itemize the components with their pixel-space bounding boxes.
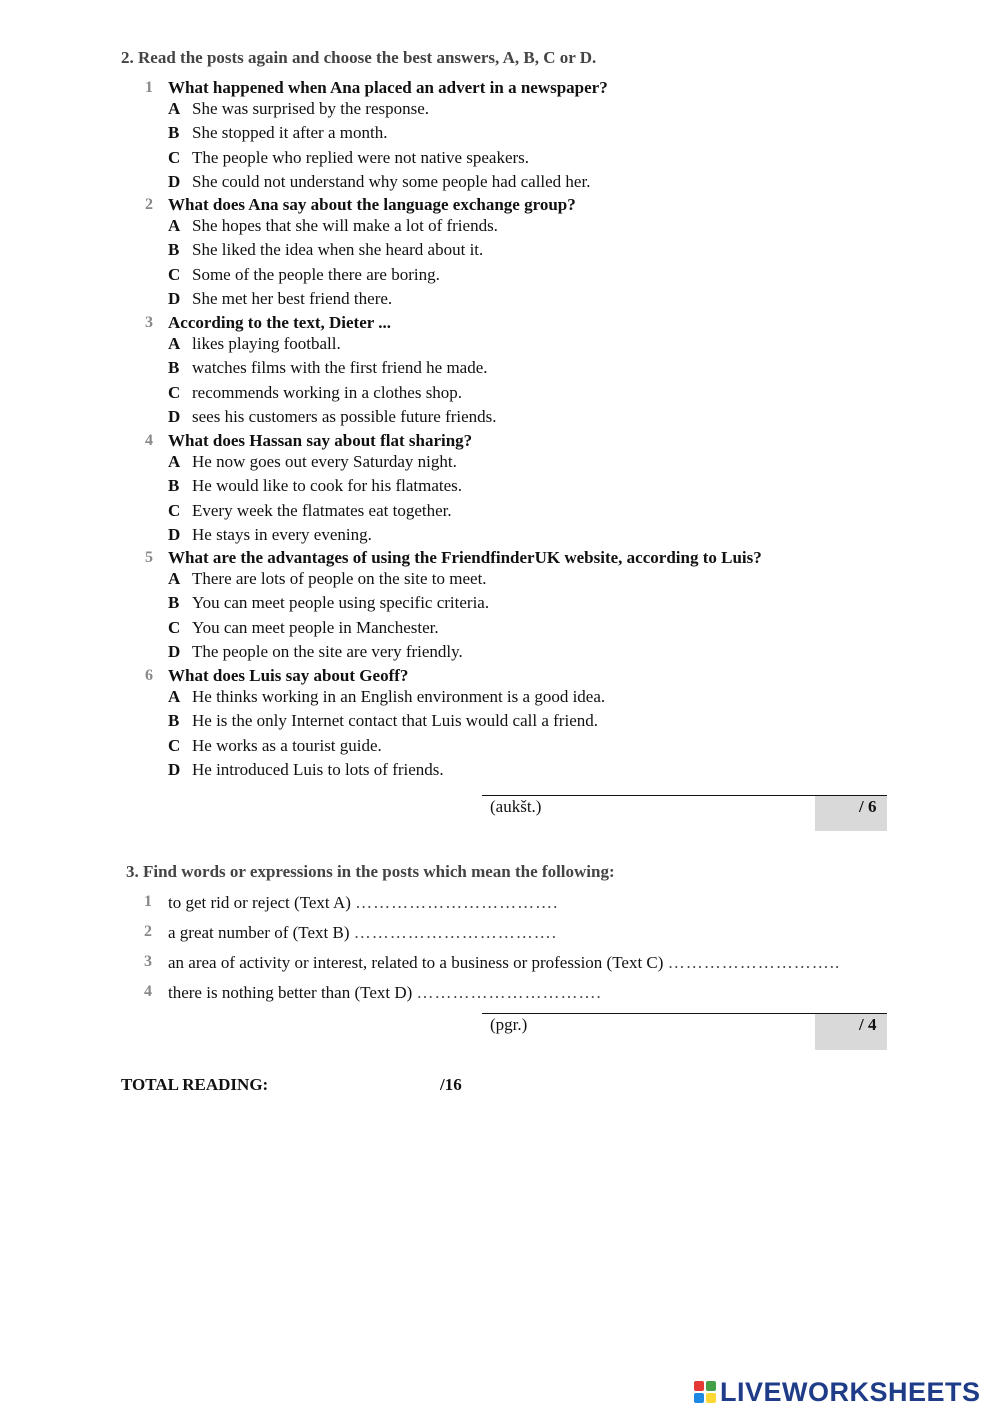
option-letter: D bbox=[168, 525, 181, 545]
answer-blank[interactable]: ……………………………. bbox=[353, 923, 557, 942]
score-label-section-3: (pgr.) bbox=[490, 1015, 528, 1034]
option-text: He would like to cook for his flatmates. bbox=[192, 476, 463, 496]
option-letter: C bbox=[168, 264, 181, 284]
answer-option-b[interactable] bbox=[168, 240, 483, 260]
option-letter: C bbox=[168, 382, 181, 402]
answer-option-d[interactable] bbox=[168, 289, 392, 309]
answer-option-d[interactable] bbox=[168, 760, 444, 780]
option-text: There are lots of people on the site to meet. bbox=[192, 569, 487, 588]
option-text: You can meet people in Manchester. bbox=[192, 617, 439, 637]
option-letter: B bbox=[168, 123, 180, 143]
question-text: What happened when Ana placed an advert in a newspaper? bbox=[168, 78, 608, 97]
option-letter: B bbox=[168, 476, 180, 496]
logo-square-red bbox=[694, 1381, 704, 1391]
definition-text: a great number of (Text B) bbox=[168, 923, 350, 942]
section-2-number: 2. bbox=[121, 48, 134, 67]
logo-square-green bbox=[706, 1381, 716, 1391]
option-letter: C bbox=[168, 500, 181, 520]
definition-text: to get rid or reject (Text A) bbox=[168, 893, 351, 912]
option-letter: A bbox=[168, 452, 181, 471]
option-letter: A bbox=[168, 334, 181, 353]
section-3-heading bbox=[126, 862, 615, 882]
option-text: sees his customers as possible future friends. bbox=[192, 407, 497, 427]
option-letter: D bbox=[168, 760, 181, 780]
answer-option-d[interactable] bbox=[168, 525, 372, 545]
option-text: Some of the people there are boring. bbox=[192, 264, 440, 284]
answer-option-b[interactable] bbox=[168, 123, 387, 143]
answer-option-b[interactable] bbox=[168, 711, 598, 731]
option-text: You can meet people using specific criteria. bbox=[192, 593, 490, 613]
option-letter: C bbox=[168, 735, 181, 755]
option-letter: A bbox=[168, 99, 181, 118]
answer-option-a[interactable] bbox=[168, 99, 429, 119]
option-letter: A bbox=[168, 569, 181, 588]
definition-item bbox=[144, 953, 841, 973]
answer-option-d[interactable] bbox=[168, 407, 497, 427]
answer-option-b[interactable] bbox=[168, 476, 462, 496]
option-letter: D bbox=[168, 407, 181, 427]
definition-number: 4 bbox=[144, 983, 152, 1000]
logo-text: LIVEWORKSHEETS bbox=[720, 1376, 981, 1407]
option-letter: C bbox=[168, 617, 181, 637]
definition-text: an area of activity or interest, related to a business or profession (Text C) bbox=[168, 953, 664, 972]
question-text: What does Ana say about the language exchange group? bbox=[168, 195, 576, 214]
option-text: likes playing football. bbox=[192, 334, 341, 353]
answer-blank[interactable]: …………………………. bbox=[416, 983, 602, 1002]
option-text: She met her best friend there. bbox=[192, 289, 393, 309]
answer-option-c[interactable] bbox=[168, 148, 529, 168]
option-text: He introduced Luis to lots of friends. bbox=[192, 760, 444, 780]
option-letter: B bbox=[168, 240, 180, 260]
answer-option-a[interactable] bbox=[168, 216, 498, 236]
option-text: He works as a tourist guide. bbox=[192, 735, 382, 755]
logo-square-blue bbox=[694, 1393, 704, 1403]
answer-option-d[interactable] bbox=[168, 172, 590, 192]
question-number: 1 bbox=[145, 79, 153, 96]
liveworksheets-logo bbox=[694, 1374, 981, 1410]
question-text: What does Luis say about Geoff? bbox=[168, 666, 409, 685]
option-letter: D bbox=[168, 172, 181, 192]
option-text: He now goes out every Saturday night. bbox=[192, 452, 457, 471]
score-label-section-2: (aukšt.) bbox=[490, 797, 542, 816]
option-letter: A bbox=[168, 687, 181, 706]
section-2-instruction: Read the posts again and choose the best answers, A, B, C or D. bbox=[138, 48, 597, 67]
option-text: She stopped it after a month. bbox=[192, 123, 388, 143]
option-letter: A bbox=[168, 216, 181, 235]
answer-blank[interactable]: ……………………….. bbox=[667, 953, 841, 972]
option-text: She hopes that she will make a lot of friends. bbox=[192, 216, 498, 235]
definition-number: 1 bbox=[144, 893, 152, 910]
answer-option-d[interactable] bbox=[168, 642, 463, 662]
question-number: 4 bbox=[145, 432, 153, 449]
option-letter: B bbox=[168, 593, 180, 613]
option-text: She liked the idea when she heard about it. bbox=[192, 240, 484, 260]
option-letter: C bbox=[168, 147, 181, 167]
total-reading-label: TOTAL READING: bbox=[121, 1075, 269, 1094]
definition-item bbox=[144, 983, 602, 1003]
option-text: watches films with the first friend he made. bbox=[192, 358, 488, 378]
option-text: recommends working in a clothes shop. bbox=[192, 382, 463, 402]
section-3-instruction: Find words or expressions in the posts which mean the following: bbox=[143, 862, 615, 881]
section-2-heading bbox=[121, 48, 596, 68]
question-number: 3 bbox=[145, 314, 153, 331]
option-letter: B bbox=[168, 711, 180, 731]
option-text: Every week the flatmates eat together. bbox=[192, 500, 452, 520]
answer-option-a[interactable] bbox=[168, 687, 605, 707]
option-text: He is the only Internet contact that Luis would call a friend. bbox=[192, 711, 598, 731]
question-text: According to the text, Dieter ... bbox=[168, 313, 391, 332]
definition-number: 2 bbox=[144, 923, 152, 940]
answer-option-b[interactable] bbox=[168, 593, 489, 613]
total-reading-value: /16 bbox=[440, 1075, 462, 1094]
question-number: 6 bbox=[145, 667, 153, 684]
answer-blank[interactable]: ……………………………. bbox=[355, 893, 559, 912]
definition-item bbox=[144, 923, 557, 943]
answer-option-c[interactable] bbox=[168, 265, 440, 285]
answer-option-c[interactable] bbox=[168, 383, 462, 403]
logo-square-yellow bbox=[706, 1393, 716, 1403]
question-text: What are the advantages of using the FriendfinderUK website, according to Luis? bbox=[168, 548, 762, 567]
definition-number: 3 bbox=[144, 953, 152, 970]
option-text: The people on the site are very friendly. bbox=[192, 642, 463, 662]
answer-option-b[interactable] bbox=[168, 358, 488, 378]
answer-option-a[interactable] bbox=[168, 569, 487, 589]
answer-option-c[interactable] bbox=[168, 618, 439, 638]
logo-mark-icon bbox=[694, 1381, 716, 1403]
answer-option-a[interactable] bbox=[168, 334, 341, 354]
option-letter: D bbox=[168, 289, 181, 309]
option-text: She was surprised by the response. bbox=[192, 99, 430, 118]
option-letter: D bbox=[168, 642, 181, 662]
section-3-number: 3. bbox=[126, 862, 139, 881]
score-value-section-3: / 4 bbox=[859, 1015, 877, 1034]
answer-option-a[interactable] bbox=[168, 452, 457, 472]
option-text: He thinks working in an English environment is a good idea. bbox=[192, 687, 606, 706]
question-number: 2 bbox=[145, 196, 153, 213]
option-letter: B bbox=[168, 358, 180, 378]
answer-option-c[interactable] bbox=[168, 501, 452, 521]
option-text: He stays in every evening. bbox=[192, 525, 372, 545]
definition-item bbox=[144, 893, 559, 913]
question-text: What does Hassan say about flat sharing? bbox=[168, 431, 473, 450]
question-number: 5 bbox=[145, 549, 153, 566]
option-text: She could not understand why some people had called her. bbox=[192, 172, 591, 192]
score-value-section-2: / 6 bbox=[859, 797, 877, 816]
definition-text: there is nothing better than (Text D) bbox=[168, 983, 413, 1002]
option-text: The people who replied were not native speakers. bbox=[192, 147, 530, 167]
answer-option-c[interactable] bbox=[168, 736, 382, 756]
